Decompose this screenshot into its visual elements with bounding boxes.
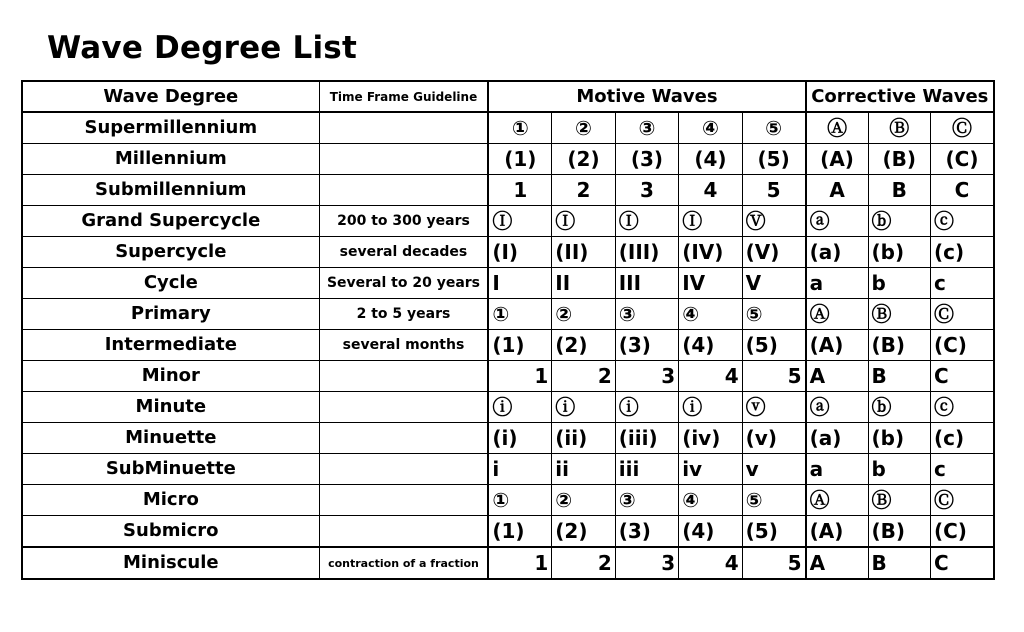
time-frame-cell: [319, 454, 488, 485]
time-frame-cell: contraction of a fraction: [319, 547, 488, 579]
motive-wave-label: (4): [679, 516, 742, 548]
corrective-wave-label: Ⓑ: [868, 299, 930, 330]
table-row: [22, 268, 994, 299]
motive-wave-label: ⑤: [742, 112, 805, 144]
motive-wave-label: (2): [552, 144, 615, 175]
motive-wave-label: 1: [488, 547, 551, 579]
wave-degree-name: Cycle: [22, 268, 319, 299]
motive-wave-label: (2): [552, 516, 615, 548]
table-row: [22, 547, 994, 579]
table-row: [22, 144, 994, 175]
motive-wave-label: ③: [615, 299, 678, 330]
corrective-wave-label: Ⓐ: [806, 485, 868, 516]
corrective-wave-label: (b): [868, 423, 930, 454]
corrective-wave-label: ⓒ: [930, 392, 994, 423]
corrective-wave-label: (b): [868, 237, 930, 268]
corrective-wave-label: ⓐ: [806, 392, 868, 423]
motive-wave-label: 2: [552, 547, 615, 579]
corrective-wave-label: ⓑ: [868, 206, 930, 237]
motive-wave-label: ④: [679, 485, 742, 516]
motive-wave-label: 5: [742, 175, 805, 206]
motive-wave-label: I: [488, 268, 551, 299]
motive-wave-label: (4): [679, 330, 742, 361]
wave-degree-table: [21, 80, 995, 580]
motive-wave-label: 1: [488, 175, 551, 206]
corrective-wave-label: a: [806, 268, 868, 299]
motive-wave-label: III: [615, 268, 678, 299]
wave-degree-name: SubMinuette: [22, 454, 319, 485]
table-row: [22, 516, 994, 548]
motive-wave-label: Ⓘ: [679, 206, 742, 237]
corrective-wave-label: b: [868, 268, 930, 299]
table-row: [22, 237, 994, 268]
motive-wave-label: (I): [488, 237, 551, 268]
corrective-wave-label: Ⓒ: [930, 299, 994, 330]
corrective-wave-label: ⓐ: [806, 206, 868, 237]
motive-wave-label: ④: [679, 299, 742, 330]
corrective-wave-label: (c): [930, 423, 994, 454]
wave-degree-name: Supercycle: [22, 237, 319, 268]
corrective-wave-label: (a): [806, 237, 868, 268]
motive-wave-label: ①: [488, 485, 551, 516]
motive-wave-label: (IV): [679, 237, 742, 268]
time-frame-cell: [319, 144, 488, 175]
motive-wave-label: (3): [615, 516, 678, 548]
table-row: [22, 392, 994, 423]
corrective-wave-label: (c): [930, 237, 994, 268]
header-corrective-waves: Corrective Waves: [806, 81, 994, 112]
corrective-wave-label: C: [930, 175, 994, 206]
time-frame-cell: [319, 112, 488, 144]
motive-wave-label: ⑤: [742, 299, 805, 330]
motive-wave-label: iii: [615, 454, 678, 485]
motive-wave-label: (1): [488, 516, 551, 548]
time-frame-cell: [319, 361, 488, 392]
table-row: [22, 361, 994, 392]
motive-wave-label: ⓘ: [552, 392, 615, 423]
motive-wave-label: ③: [615, 485, 678, 516]
motive-wave-label: 5: [742, 361, 805, 392]
motive-wave-label: 5: [742, 547, 805, 579]
motive-wave-label: 3: [615, 361, 678, 392]
wave-degree-name: Miniscule: [22, 547, 319, 579]
motive-wave-label: ⓥ: [742, 392, 805, 423]
corrective-wave-label: C: [930, 361, 994, 392]
motive-wave-label: (5): [742, 330, 805, 361]
corrective-wave-label: Ⓒ: [930, 112, 994, 144]
motive-wave-label: iv: [679, 454, 742, 485]
table-row: [22, 206, 994, 237]
motive-wave-label: (4): [679, 144, 742, 175]
motive-wave-label: (3): [615, 330, 678, 361]
wave-degree-name: Grand Supercycle: [22, 206, 319, 237]
motive-wave-label: ②: [552, 485, 615, 516]
motive-wave-label: (1): [488, 144, 551, 175]
corrective-wave-label: a: [806, 454, 868, 485]
time-frame-cell: 2 to 5 years: [319, 299, 488, 330]
motive-wave-label: (5): [742, 144, 805, 175]
corrective-wave-label: c: [930, 268, 994, 299]
corrective-wave-label: Ⓒ: [930, 485, 994, 516]
motive-wave-label: ii: [552, 454, 615, 485]
motive-wave-label: II: [552, 268, 615, 299]
time-frame-cell: [319, 485, 488, 516]
motive-wave-label: (V): [742, 237, 805, 268]
motive-wave-label: Ⓘ: [488, 206, 551, 237]
corrective-wave-label: Ⓐ: [806, 112, 868, 144]
wave-degree-name: Submicro: [22, 516, 319, 548]
time-frame-cell: several months: [319, 330, 488, 361]
motive-wave-label: 1: [488, 361, 551, 392]
motive-wave-label: (II): [552, 237, 615, 268]
time-frame-cell: [319, 175, 488, 206]
motive-wave-label: ③: [615, 112, 678, 144]
motive-wave-label: ⓘ: [615, 392, 678, 423]
motive-wave-label: ②: [552, 112, 615, 144]
wave-degree-name: Minuette: [22, 423, 319, 454]
corrective-wave-label: c: [930, 454, 994, 485]
motive-wave-label: (iii): [615, 423, 678, 454]
motive-wave-label: i: [488, 454, 551, 485]
motive-wave-label: ④: [679, 112, 742, 144]
wave-degree-name: Minor: [22, 361, 319, 392]
corrective-wave-label: (C): [930, 330, 994, 361]
corrective-wave-label: (A): [806, 516, 868, 548]
motive-wave-label: (III): [615, 237, 678, 268]
motive-wave-label: ①: [488, 112, 551, 144]
time-frame-cell: several decades: [319, 237, 488, 268]
motive-wave-label: 4: [679, 175, 742, 206]
table-body: [22, 112, 994, 579]
motive-wave-label: 2: [552, 361, 615, 392]
header-motive-waves: Motive Waves: [488, 81, 805, 112]
table-row: [22, 423, 994, 454]
wave-degree-name: Intermediate: [22, 330, 319, 361]
corrective-wave-label: B: [868, 361, 930, 392]
corrective-wave-label: A: [806, 361, 868, 392]
motive-wave-label: Ⓥ: [742, 206, 805, 237]
motive-wave-label: Ⓘ: [615, 206, 678, 237]
corrective-wave-label: B: [868, 547, 930, 579]
motive-wave-label: 3: [615, 547, 678, 579]
motive-wave-label: ⓘ: [679, 392, 742, 423]
time-frame-cell: [319, 392, 488, 423]
corrective-wave-label: (B): [868, 330, 930, 361]
time-frame-cell: [319, 516, 488, 548]
table-header-row: [22, 81, 994, 112]
time-frame-cell: Several to 20 years: [319, 268, 488, 299]
motive-wave-label: ⑤: [742, 485, 805, 516]
motive-wave-label: 3: [615, 175, 678, 206]
corrective-wave-label: ⓑ: [868, 392, 930, 423]
table-row: [22, 454, 994, 485]
corrective-wave-label: (A): [806, 144, 868, 175]
motive-wave-label: (ii): [552, 423, 615, 454]
motive-wave-label: (5): [742, 516, 805, 548]
corrective-wave-label: (B): [868, 144, 930, 175]
wave-degree-name: Minute: [22, 392, 319, 423]
motive-wave-label: ②: [552, 299, 615, 330]
corrective-wave-label: Ⓑ: [868, 112, 930, 144]
table-row: [22, 330, 994, 361]
corrective-wave-label: A: [806, 547, 868, 579]
table-row: [22, 299, 994, 330]
table-row: [22, 175, 994, 206]
motive-wave-label: (2): [552, 330, 615, 361]
corrective-wave-label: B: [868, 175, 930, 206]
motive-wave-label: IV: [679, 268, 742, 299]
motive-wave-label: ⓘ: [488, 392, 551, 423]
motive-wave-label: v: [742, 454, 805, 485]
corrective-wave-label: (C): [930, 144, 994, 175]
motive-wave-label: ①: [488, 299, 551, 330]
motive-wave-label: (iv): [679, 423, 742, 454]
motive-wave-label: 4: [679, 547, 742, 579]
table-row: [22, 112, 994, 144]
page-title: Wave Degree List: [47, 30, 357, 66]
table-row: [22, 485, 994, 516]
motive-wave-label: V: [742, 268, 805, 299]
corrective-wave-label: Ⓐ: [806, 299, 868, 330]
corrective-wave-label: (C): [930, 516, 994, 548]
corrective-wave-label: b: [868, 454, 930, 485]
motive-wave-label: (3): [615, 144, 678, 175]
time-frame-cell: [319, 423, 488, 454]
corrective-wave-label: A: [806, 175, 868, 206]
wave-degree-name: Micro: [22, 485, 319, 516]
wave-degree-name: Submillennium: [22, 175, 319, 206]
corrective-wave-label: Ⓑ: [868, 485, 930, 516]
header-time-frame: Time Frame Guideline: [319, 81, 488, 112]
motive-wave-label: (v): [742, 423, 805, 454]
wave-degree-name: Primary: [22, 299, 319, 330]
motive-wave-label: 4: [679, 361, 742, 392]
wave-degree-name: Supermillennium: [22, 112, 319, 144]
motive-wave-label: (i): [488, 423, 551, 454]
time-frame-cell: 200 to 300 years: [319, 206, 488, 237]
corrective-wave-label: (a): [806, 423, 868, 454]
motive-wave-label: (1): [488, 330, 551, 361]
corrective-wave-label: (B): [868, 516, 930, 548]
wave-degree-name: Millennium: [22, 144, 319, 175]
motive-wave-label: 2: [552, 175, 615, 206]
header-wave-degree: Wave Degree: [22, 81, 319, 112]
corrective-wave-label: (A): [806, 330, 868, 361]
corrective-wave-label: ⓒ: [930, 206, 994, 237]
motive-wave-label: Ⓘ: [552, 206, 615, 237]
corrective-wave-label: C: [930, 547, 994, 579]
